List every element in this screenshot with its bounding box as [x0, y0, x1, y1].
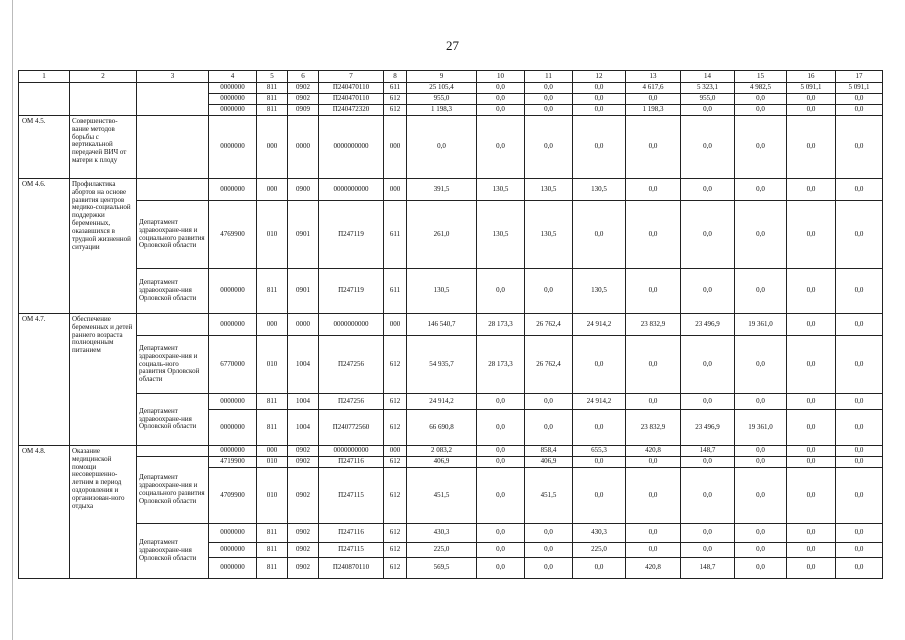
data-cell: 5 091,1: [787, 83, 836, 94]
data-cell: 0,0: [787, 105, 836, 116]
data-cell: 0902: [288, 558, 319, 579]
agency-name: Департамент здравоохране-ния и социального развития Орловской области: [137, 201, 209, 269]
data-cell: 0,0: [626, 179, 681, 201]
column-header: 9: [407, 71, 477, 83]
column-header: 8: [384, 71, 407, 83]
data-cell: 0,0: [735, 105, 787, 116]
data-cell: 0000000000: [319, 116, 384, 179]
data-cell: 0,0: [573, 336, 626, 394]
data-cell: П240772560: [319, 410, 384, 446]
column-header: 4: [209, 71, 257, 83]
data-cell: П240470110: [319, 83, 384, 94]
data-cell: 000: [257, 314, 288, 336]
data-cell: 0,0: [626, 116, 681, 179]
data-cell: 0,0: [681, 336, 735, 394]
data-cell: 24 914,2: [573, 314, 626, 336]
data-cell: 0000000: [209, 116, 257, 179]
data-cell: 811: [257, 394, 288, 410]
data-cell: 0000000: [209, 83, 257, 94]
data-cell: 010: [257, 336, 288, 394]
data-cell: 611: [384, 201, 407, 269]
data-cell: 0,0: [681, 543, 735, 558]
data-cell: 225,0: [407, 543, 477, 558]
data-cell: 612: [384, 94, 407, 105]
data-cell: 130,5: [477, 201, 525, 269]
data-cell: 0,0: [787, 94, 836, 105]
data-cell: 858,4: [525, 446, 573, 457]
page-number: 27: [446, 38, 459, 53]
data-cell: 0,0: [573, 105, 626, 116]
data-cell: 0000000000: [319, 314, 384, 336]
data-cell: 955,0: [407, 94, 477, 105]
data-cell: 0,0: [525, 558, 573, 579]
data-cell: 611: [384, 269, 407, 314]
measure-code-cell: [19, 83, 70, 116]
data-cell: 0,0: [477, 269, 525, 314]
data-cell: 0902: [288, 543, 319, 558]
agency-name: Департамент здравоохране-ния и социаль-ного развития Орловской области: [137, 336, 209, 394]
column-header: 12: [573, 71, 626, 83]
data-cell: 0,0: [477, 468, 525, 524]
data-cell: 612: [384, 524, 407, 543]
column-header: 15: [735, 71, 787, 83]
data-cell: 24 914,2: [573, 394, 626, 410]
table-row: [19, 524, 883, 543]
data-cell: 655,3: [573, 446, 626, 457]
data-cell: 0,0: [681, 468, 735, 524]
data-cell: 0,0: [407, 116, 477, 179]
data-cell: П240472320: [319, 105, 384, 116]
column-header: 5: [257, 71, 288, 83]
data-cell: 28 173,3: [477, 314, 525, 336]
table-row: [19, 457, 883, 468]
page-edge-line: [12, 0, 13, 640]
data-cell: 130,5: [525, 179, 573, 201]
data-cell: 66 690,8: [407, 410, 477, 446]
data-cell: 000: [257, 179, 288, 201]
data-cell: 0,0: [477, 446, 525, 457]
table-row: [19, 446, 883, 457]
data-cell: 612: [384, 336, 407, 394]
data-cell: 811: [257, 558, 288, 579]
data-cell: П247119: [319, 269, 384, 314]
agency-name: Департамент здравоохране-ния Орловской области: [137, 269, 209, 314]
data-cell: 0,0: [477, 524, 525, 543]
data-cell: 148,7: [681, 558, 735, 579]
data-cell: 811: [257, 543, 288, 558]
data-cell: 0000000: [209, 558, 257, 579]
data-cell: 451,5: [407, 468, 477, 524]
data-cell: 225,0: [573, 543, 626, 558]
data-cell: 0,0: [477, 394, 525, 410]
data-cell: 451,5: [525, 468, 573, 524]
data-cell: 130,5: [573, 179, 626, 201]
measure-name-cell: [70, 83, 137, 116]
data-cell: П240870110: [319, 558, 384, 579]
data-cell: 811: [257, 83, 288, 94]
data-cell: 0,0: [477, 83, 525, 94]
data-cell: П247256: [319, 394, 384, 410]
data-cell: 0,0: [573, 83, 626, 94]
column-header: 13: [626, 71, 681, 83]
data-cell: 0901: [288, 201, 319, 269]
data-cell: 0,0: [525, 94, 573, 105]
data-cell: 612: [384, 105, 407, 116]
data-cell: 811: [257, 94, 288, 105]
data-cell: 0000000: [209, 94, 257, 105]
data-cell: 6770000: [209, 336, 257, 394]
data-cell: 0,0: [787, 179, 836, 201]
data-cell: 0,0: [735, 468, 787, 524]
table-row: [19, 314, 883, 336]
data-cell: 0,0: [626, 457, 681, 468]
data-cell: 0000000000: [319, 446, 384, 457]
data-cell: 0,0: [681, 394, 735, 410]
data-cell: 612: [384, 410, 407, 446]
data-cell: 0,0: [735, 446, 787, 457]
measure-name: Совершенство-вание методов борьбы с вертикальной передачей ВИЧ от матери к плоду: [70, 116, 137, 179]
data-cell: 0902: [288, 94, 319, 105]
data-cell: 25 105,4: [407, 83, 477, 94]
data-cell: 4769900: [209, 201, 257, 269]
data-cell: 19 361,0: [735, 314, 787, 336]
column-header: 1: [19, 71, 70, 83]
data-cell: 0,0: [681, 269, 735, 314]
data-cell: 612: [384, 394, 407, 410]
data-cell: 811: [257, 410, 288, 446]
table-row: [19, 394, 883, 410]
data-cell: 0,0: [681, 116, 735, 179]
data-cell: 146 540,7: [407, 314, 477, 336]
data-cell: 1004: [288, 336, 319, 394]
data-cell: П240470110: [319, 94, 384, 105]
data-cell: 0,0: [735, 179, 787, 201]
data-cell: 0,0: [735, 543, 787, 558]
data-cell: 0,0: [525, 105, 573, 116]
data-cell: 0,0: [787, 394, 836, 410]
data-cell: 612: [384, 543, 407, 558]
data-cell: 0,0: [626, 201, 681, 269]
data-cell: 4 617,6: [626, 83, 681, 94]
data-cell: 0,0: [525, 116, 573, 179]
data-cell: 0,0: [836, 336, 883, 394]
data-cell: 5 323,1: [681, 83, 735, 94]
data-cell: 0,0: [477, 105, 525, 116]
data-cell: П247115: [319, 543, 384, 558]
column-header: 11: [525, 71, 573, 83]
agency-cell: [137, 83, 209, 116]
data-cell: 0909: [288, 105, 319, 116]
data-cell: 0,0: [836, 269, 883, 314]
column-number-row: [19, 71, 883, 83]
data-cell: 0,0: [626, 468, 681, 524]
data-cell: 0,0: [787, 314, 836, 336]
data-cell: 0,0: [681, 105, 735, 116]
data-cell: 0000000: [209, 446, 257, 457]
data-cell: 0,0: [681, 524, 735, 543]
data-cell: 0902: [288, 468, 319, 524]
data-cell: 0,0: [525, 543, 573, 558]
data-cell: 23 832,9: [626, 314, 681, 336]
data-cell: 811: [257, 105, 288, 116]
data-cell: 0,0: [787, 468, 836, 524]
data-cell: 1004: [288, 410, 319, 446]
data-cell: 0,0: [787, 457, 836, 468]
data-cell: 0,0: [787, 336, 836, 394]
data-cell: 0,0: [735, 558, 787, 579]
data-cell: 0,0: [787, 201, 836, 269]
data-cell: 0902: [288, 83, 319, 94]
data-cell: 0,0: [787, 446, 836, 457]
data-cell: П247116: [319, 457, 384, 468]
data-cell: 0,0: [573, 94, 626, 105]
data-cell: П247115: [319, 468, 384, 524]
data-cell: 0,0: [735, 201, 787, 269]
data-cell: 0,0: [836, 394, 883, 410]
measure-code: ОМ 4.8.: [19, 446, 70, 579]
data-cell: 0,0: [735, 336, 787, 394]
data-cell: 24 914,2: [407, 394, 477, 410]
data-cell: 000: [257, 446, 288, 457]
agency-name: Департамент здравоохране-ния Орловской области: [137, 524, 209, 579]
data-cell: 0000000: [209, 410, 257, 446]
measure-name: Оказание медицинской помощи несовершенно-летним в период оздоровления и организован-ного отдыха: [70, 446, 137, 579]
data-cell: 1004: [288, 394, 319, 410]
data-cell: 0,0: [525, 410, 573, 446]
data-cell: П247116: [319, 524, 384, 543]
data-cell: 000: [384, 116, 407, 179]
data-cell: 4 982,5: [735, 83, 787, 94]
data-cell: 0,0: [787, 410, 836, 446]
data-cell: 4719900: [209, 457, 257, 468]
data-cell: 0,0: [836, 543, 883, 558]
measure-code: ОМ 4.5.: [19, 116, 70, 179]
data-cell: 4709900: [209, 468, 257, 524]
data-cell: 0,0: [477, 410, 525, 446]
data-cell: 569,5: [407, 558, 477, 579]
data-cell: 0000000: [209, 269, 257, 314]
data-cell: 0,0: [626, 524, 681, 543]
data-cell: 0,0: [626, 543, 681, 558]
budget-table: [18, 70, 883, 579]
data-cell: 0,0: [836, 179, 883, 201]
data-cell: 406,9: [525, 457, 573, 468]
data-cell: 612: [384, 558, 407, 579]
data-cell: 0,0: [573, 468, 626, 524]
column-header: 10: [477, 71, 525, 83]
data-cell: 0,0: [836, 201, 883, 269]
table-row: [19, 269, 883, 314]
data-cell: 0,0: [573, 558, 626, 579]
column-header: 6: [288, 71, 319, 83]
data-cell: 391,5: [407, 179, 477, 201]
data-cell: 0900: [288, 179, 319, 201]
data-cell: 0,0: [573, 410, 626, 446]
data-cell: 23 496,9: [681, 410, 735, 446]
column-header: 16: [787, 71, 836, 83]
data-cell: 010: [257, 457, 288, 468]
data-cell: 1 198,3: [626, 105, 681, 116]
data-cell: 0,0: [836, 410, 883, 446]
data-cell: 0000000: [209, 543, 257, 558]
data-cell: 010: [257, 468, 288, 524]
data-cell: 0000000: [209, 179, 257, 201]
data-cell: 0,0: [787, 543, 836, 558]
data-cell: 130,5: [407, 269, 477, 314]
measure-code: ОМ 4.6.: [19, 179, 70, 314]
data-cell: 130,5: [573, 269, 626, 314]
data-cell: 0,0: [681, 179, 735, 201]
data-cell: 0,0: [735, 116, 787, 179]
data-cell: 0902: [288, 446, 319, 457]
data-cell: 420,8: [626, 558, 681, 579]
data-cell: 0,0: [477, 543, 525, 558]
data-cell: 0000000: [209, 105, 257, 116]
data-cell: 0,0: [626, 269, 681, 314]
data-cell: 010: [257, 201, 288, 269]
data-cell: 0,0: [477, 457, 525, 468]
data-cell: 0,0: [477, 94, 525, 105]
data-cell: 0902: [288, 524, 319, 543]
data-cell: 0,0: [787, 269, 836, 314]
data-cell: 611: [384, 83, 407, 94]
data-cell: 0,0: [836, 457, 883, 468]
data-cell: 0,0: [836, 468, 883, 524]
data-cell: 0,0: [477, 116, 525, 179]
data-cell: 430,3: [573, 524, 626, 543]
data-cell: 955,0: [681, 94, 735, 105]
data-cell: 0,0: [735, 524, 787, 543]
data-cell: 0,0: [787, 116, 836, 179]
data-cell: 5 091,1: [836, 83, 883, 94]
column-header: 2: [70, 71, 137, 83]
data-cell: 811: [257, 269, 288, 314]
data-cell: 0,0: [836, 94, 883, 105]
data-cell: 0,0: [735, 394, 787, 410]
data-cell: 26 762,4: [525, 314, 573, 336]
data-cell: 0,0: [626, 94, 681, 105]
data-cell: 0,0: [477, 558, 525, 579]
data-cell: 0,0: [626, 394, 681, 410]
data-cell: 0,0: [836, 116, 883, 179]
column-header: 3: [137, 71, 209, 83]
agency-name: Департамент здравоохране-ния и социального развития Орловской области: [137, 457, 209, 524]
data-cell: 0,0: [735, 269, 787, 314]
data-cell: 430,3: [407, 524, 477, 543]
data-cell: 0,0: [573, 457, 626, 468]
column-header: 17: [836, 71, 883, 83]
data-cell: 000: [384, 446, 407, 457]
data-cell: 000: [384, 314, 407, 336]
table-row: [19, 83, 883, 94]
data-cell: 0,0: [836, 524, 883, 543]
data-cell: 420,8: [626, 446, 681, 457]
data-cell: 0000000: [209, 394, 257, 410]
data-cell: 0,0: [525, 394, 573, 410]
data-cell: 0,0: [626, 336, 681, 394]
data-cell: 1 198,3: [407, 105, 477, 116]
data-cell: 0000000: [209, 524, 257, 543]
data-cell: 130,5: [477, 179, 525, 201]
data-cell: 23 496,9: [681, 314, 735, 336]
data-cell: 0000000: [209, 314, 257, 336]
data-cell: 0,0: [525, 269, 573, 314]
table-row: [19, 179, 883, 201]
data-cell: 19 361,0: [735, 410, 787, 446]
data-cell: 0,0: [836, 446, 883, 457]
data-cell: 23 832,9: [626, 410, 681, 446]
data-cell: 0,0: [836, 105, 883, 116]
data-cell: 0,0: [681, 457, 735, 468]
data-cell: П247119: [319, 201, 384, 269]
data-cell: 000: [257, 116, 288, 179]
measure-name: Профилактика абортов на основе развития центров медико-социальной поддержки беременных, оказавшихся в трудной жизненной ситуации: [70, 179, 137, 314]
agency-cell: [137, 179, 209, 201]
measure-code: ОМ 4.7.: [19, 314, 70, 446]
agency-cell: [137, 446, 209, 457]
data-cell: 0000000000: [319, 179, 384, 201]
data-cell: 0,0: [836, 558, 883, 579]
data-cell: 0,0: [735, 94, 787, 105]
data-cell: 0,0: [836, 314, 883, 336]
data-cell: 0,0: [525, 524, 573, 543]
table-row: [19, 116, 883, 179]
data-cell: 0902: [288, 457, 319, 468]
data-cell: 28 173,3: [477, 336, 525, 394]
table-row: [19, 336, 883, 394]
agency-cell: [137, 314, 209, 336]
data-cell: 811: [257, 524, 288, 543]
data-cell: 148,7: [681, 446, 735, 457]
data-cell: 0,0: [681, 201, 735, 269]
data-cell: 612: [384, 457, 407, 468]
data-cell: 612: [384, 468, 407, 524]
data-cell: 0901: [288, 269, 319, 314]
measure-name: Обеспечение беременных и детей раннего возраста полноценным питанием: [70, 314, 137, 446]
data-cell: 0,0: [573, 201, 626, 269]
data-cell: 0,0: [525, 83, 573, 94]
data-cell: 000: [384, 179, 407, 201]
data-cell: 130,5: [525, 201, 573, 269]
data-cell: 54 935,7: [407, 336, 477, 394]
data-cell: 0,0: [787, 558, 836, 579]
data-cell: 26 762,4: [525, 336, 573, 394]
data-cell: П247256: [319, 336, 384, 394]
column-header: 7: [319, 71, 384, 83]
table-row: [19, 201, 883, 269]
data-cell: 0,0: [573, 116, 626, 179]
data-cell: 261,0: [407, 201, 477, 269]
data-cell: 406,9: [407, 457, 477, 468]
agency-name: Департамент здравоохране-ния Орловской области: [137, 394, 209, 446]
data-cell: 0000: [288, 314, 319, 336]
column-header: 14: [681, 71, 735, 83]
agency-cell: [137, 116, 209, 179]
data-cell: 0000: [288, 116, 319, 179]
data-cell: 0,0: [787, 524, 836, 543]
data-cell: 2 083,2: [407, 446, 477, 457]
data-cell: 0,0: [735, 457, 787, 468]
